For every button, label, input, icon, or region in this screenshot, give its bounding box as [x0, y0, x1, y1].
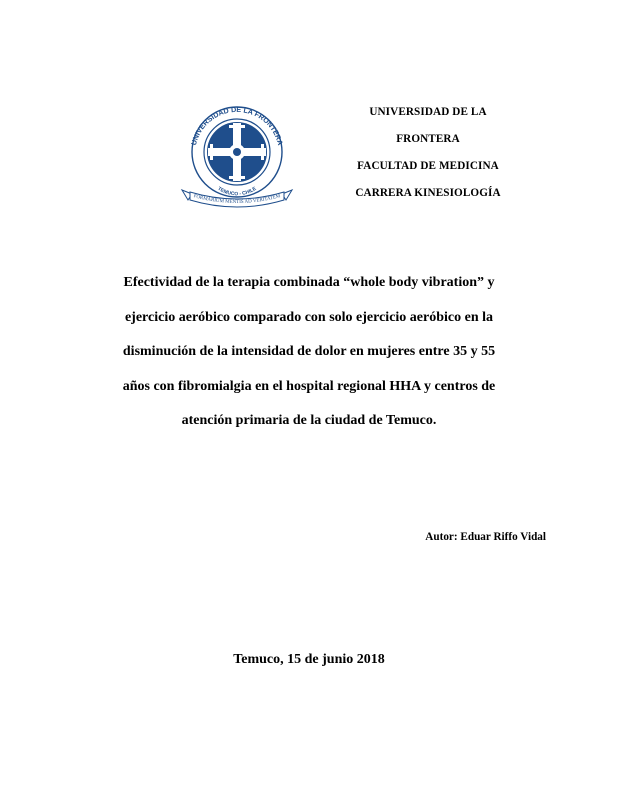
title-line: atención primaria de la ciudad de Temuco. — [181, 413, 437, 428]
seal-ribbon-text: FORMARIUM MENTIS AD VERITATEM — [192, 194, 282, 206]
seal-ring-text: UNIVERSIDAD DE LA FRONTERA — [188, 104, 286, 147]
thesis-title — [120, 266, 498, 439]
title-line: ejercicio aeróbico comparado con solo ejercicio aeróbico en la — [124, 309, 494, 325]
place-date-line: Temuco, 15 de junio 2018 — [233, 652, 385, 667]
seal-bottom-text: TEMUCO - CHILE — [216, 185, 258, 198]
title-line: años con fibromialgia en el hospital regional HHA y centros de — [122, 378, 496, 394]
author-line: Autor: Eduar Riffo Vidal — [425, 531, 546, 543]
university-seal-logo — [176, 104, 298, 216]
institution-line-frontera: FRONTERA — [396, 133, 460, 145]
title-line: Efectividad de la terapia combinada “whole body vibration” y — [123, 275, 495, 290]
seal-cross-emblem — [207, 122, 267, 182]
institution-line-career: CARRERA KINESIOLOGÍA — [355, 187, 501, 199]
institution-line-university: UNIVERSIDAD DE LA — [369, 106, 487, 118]
institution-header — [340, 99, 516, 207]
institution-line-faculty: FACULTAD DE MEDICINA — [357, 160, 499, 172]
title-line: disminución de la intensidad de dolor en mujeres entre 35 y 55 — [122, 344, 496, 359]
